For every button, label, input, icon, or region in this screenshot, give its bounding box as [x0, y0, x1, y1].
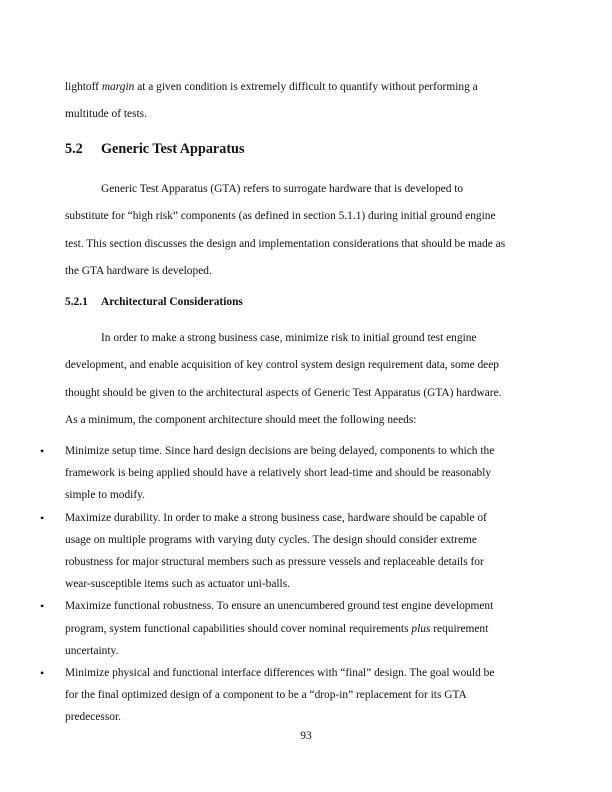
list-item: • Minimize physical and functional interface differences with “final” design. The goal would be for the final optimized design of a component to be a “drop-in” replacement for its GTA predecessor.	[40, 662, 535, 729]
section-line-4: the GTA hardware is developed.	[65, 264, 212, 277]
subsection-title: Architectural Considerations	[101, 296, 243, 308]
subsection-line-1: In order to make a strong business case, minimize risk to initial ground test engine	[101, 332, 477, 344]
bullet-icon: •	[40, 510, 45, 525]
subsection-line-2: development, and enable acquisition of key control system design requirement data, some deep	[65, 359, 499, 372]
section-line-1: Generic Test Apparatus (GTA) refers to surrogate hardware that is developed to	[101, 183, 464, 195]
emphasis-plus: plus	[411, 622, 431, 635]
section-number: 5.2	[65, 141, 83, 157]
intro-line-2: multitude of tests.	[65, 108, 147, 121]
list-item: • Maximize functional robustness. To ensure an unencumbered ground test engine development program, system functional capabilities should cover nominal requirements plus requirement uncertainty.	[40, 595, 535, 662]
intro-paragraph	[65, 74, 540, 129]
section-title: Generic Test Apparatus	[101, 141, 245, 157]
section-line-3: test. This section discusses the design and implementation considerations that should be made as	[65, 237, 506, 250]
list-item: • Maximize durability. In order to make a strong business case, hardware should be capable of usage on multiple programs with varying duty cycles. The design should consider extreme robustness for major structural members such as pressure vessels and replaceable details for wear-susceptible items such as actuator uni-balls.	[40, 507, 535, 596]
bullet-icon: •	[40, 599, 45, 614]
subsection-line-3: thought should be given to the architectural aspects of Generic Test Apparatus (GTA) hardware.	[65, 386, 502, 399]
list-item: • Minimize setup time. Since hard design decisions are being delayed, components to which the framework is being applied should have a relatively short lead-time and should be reasonably simple to modify.	[40, 440, 535, 507]
page-number: 93	[300, 730, 312, 742]
bullet-icon: •	[40, 444, 45, 458]
subsection-heading	[65, 296, 243, 308]
needs-list	[40, 440, 535, 729]
section-line-2: substitute for “high risk” components (as defined in section 5.1.1) during initial ground engine	[65, 210, 496, 223]
subsection-number: 5.2.1	[65, 296, 88, 308]
emphasis-margin: margin	[101, 81, 135, 93]
subsection-paragraph	[65, 325, 540, 434]
section-heading	[65, 141, 244, 158]
intro-line-1: lightoff margin at a given condition is extremely difficult to quantify without performing a	[65, 81, 478, 93]
section-paragraph	[65, 176, 540, 285]
subsection-line-4: As a minimum, the component architecture should meet the following needs:	[65, 413, 417, 426]
bullet-icon: •	[40, 666, 45, 681]
